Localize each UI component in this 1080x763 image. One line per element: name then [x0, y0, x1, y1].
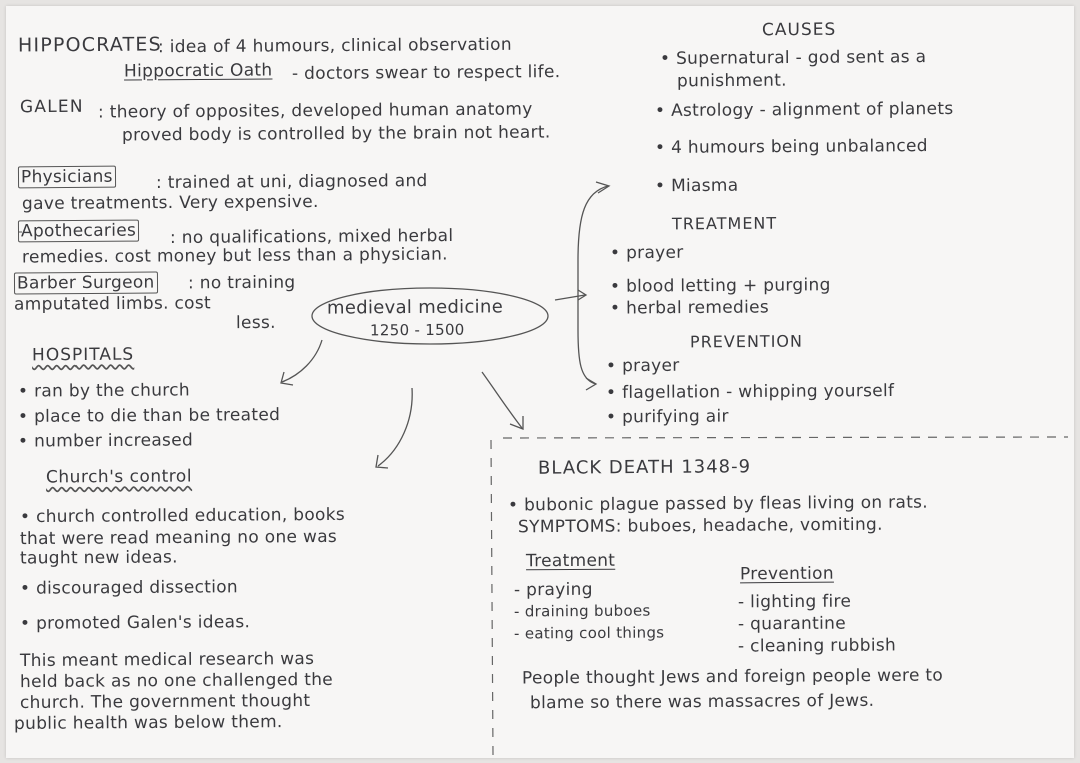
church-summary: held back as no one challenged the	[19, 669, 334, 693]
apothecaries-text-2: remedies. cost money but less than a physician.	[21, 244, 448, 268]
church-summary: This meant medical research was	[19, 648, 315, 672]
prevention-item: • purifying air	[606, 407, 729, 428]
black-death-note: People thought Jews and foreign people were to	[521, 665, 944, 689]
black-death-treatment-item: - praying	[513, 579, 593, 601]
galen-text-2: proved body is controlled by the brain not heart.	[121, 122, 551, 146]
causes-item: • Supernatural - god sent as a	[660, 47, 926, 69]
church-item-line: taught new ideas.	[19, 547, 178, 569]
barber-surgeon-label: Barber Surgeon	[14, 271, 158, 294]
church-item: • promoted Galen's ideas.	[20, 612, 250, 634]
black-death-treatment-item: - eating cool things	[513, 623, 665, 643]
treatment-item: • herbal remedies	[610, 297, 769, 318]
prevention-item: • prayer	[606, 356, 680, 377]
church-summary: church. The government thought	[19, 690, 311, 714]
black-death-treatment-heading: Treatment	[525, 550, 616, 572]
physicians-text-1: : trained at uni, diagnosed and	[155, 171, 428, 193]
church-item: • discouraged dissection	[20, 577, 238, 599]
apothecaries-label: Apothecaries	[18, 220, 139, 243]
hospitals-item: • ran by the church	[18, 380, 190, 401]
black-death-prevention-item: - lighting fire	[737, 591, 852, 613]
black-death-prevention-item: - quarantine	[737, 613, 847, 635]
causes-item: • Miasma	[655, 176, 739, 197]
hippocratic-oath-label: Hippocratic Oath	[123, 60, 273, 82]
physicians-label: Physicians	[18, 166, 116, 189]
physicians-text-2: gave treatments. Very expensive.	[21, 191, 319, 215]
barber-text-1: : no training	[187, 272, 296, 294]
treatment-heading: TREATMENT	[671, 213, 778, 234]
hospitals-item: • place to die than be treated	[18, 405, 280, 427]
oath-text: - doctors swear to respect life.	[291, 62, 561, 84]
barber-text-2: amputated limbs. cost	[13, 293, 212, 315]
black-death-note: blame so there was massacres of Jews.	[529, 690, 875, 714]
center-title: medieval medicine	[326, 296, 504, 319]
church-item-line: that were read meaning no one was	[19, 526, 338, 550]
causes-item: • Astrology - alignment of planets	[655, 99, 954, 121]
church-heading: Church's control	[45, 466, 193, 488]
hippocrates-text: : idea of 4 humours, clinical observation	[157, 34, 512, 58]
barber-text-3: less.	[235, 312, 276, 334]
black-death-prevention-item: - cleaning rubbish	[737, 635, 897, 657]
treatment-item: • prayer	[610, 243, 684, 264]
black-death-heading: BLACK DEATH 1348-9	[537, 456, 752, 479]
treatment-item: • blood letting + purging	[610, 275, 831, 297]
causes-item: punishment.	[676, 70, 787, 92]
church-summary: public health was below them.	[13, 712, 283, 734]
apothecaries-text-1: : no qualifications, mixed herbal	[169, 226, 454, 248]
prevention-item: • flagellation - whipping yourself	[606, 381, 894, 403]
hospitals-heading: HOSPITALS	[31, 344, 135, 366]
galen-label: GALEN	[19, 96, 84, 118]
black-death-symptoms: SYMPTOMS: buboes, headache, vomiting.	[517, 514, 883, 538]
church-item-line: • church controlled education, books	[20, 505, 345, 527]
hospitals-item: • number increased	[18, 430, 193, 451]
black-death-line: • bubonic plague passed by fleas living on rats.	[508, 493, 928, 516]
black-death-treatment-item: - draining buboes	[513, 601, 651, 621]
prevention-heading: PREVENTION	[689, 331, 804, 352]
black-death-prevention-heading: Prevention	[739, 563, 834, 585]
causes-heading: CAUSES	[761, 19, 837, 41]
center-dates: 1250 - 1500	[369, 320, 465, 340]
galen-text-1: : theory of opposites, developed human anatomy	[97, 99, 533, 123]
causes-item: • 4 humours being unbalanced	[655, 136, 928, 158]
hippocrates-label: HIPPOCRATES	[17, 33, 162, 57]
